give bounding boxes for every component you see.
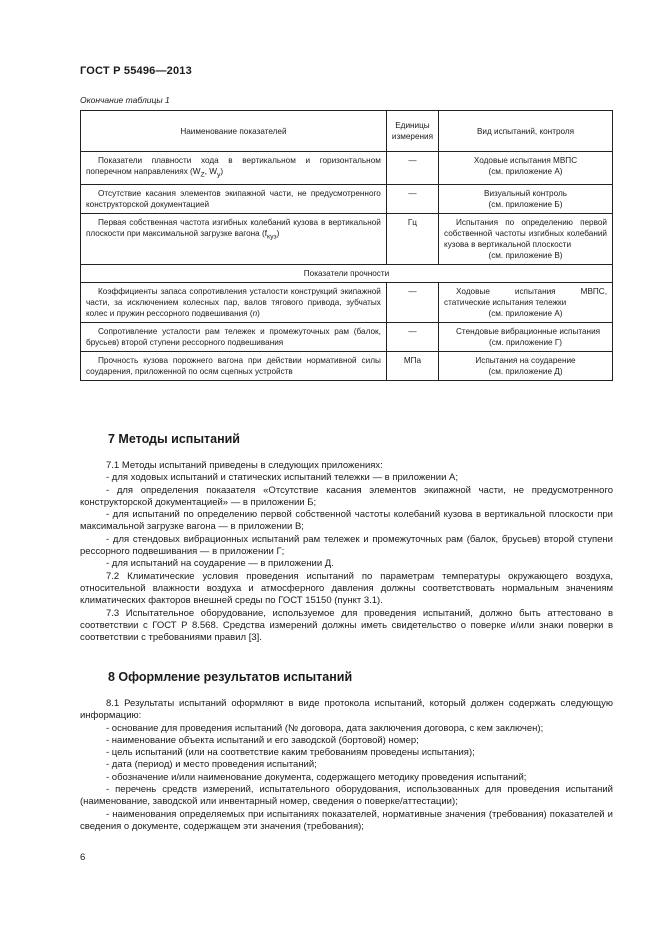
paragraph: 8.1 Результаты испытаний оформляют в виде протокола испытаний, который должен содержать следующую информацию: (80, 698, 613, 722)
paragraph: - наименование объекта испытаний и его заводской (бортовой) номер; (106, 734, 419, 746)
table-row (81, 152, 613, 185)
paragraph: 7.3 Испытательное оборудование, используемое для проведения испытаний, должно быть аттестовано в соответствии с ГОСТ Р 8.568. Средства измерений должны иметь свидетельство о поверке и/или знаки поверки в соответствии с требованиями правил [3]. (80, 607, 613, 644)
table-row (81, 282, 613, 322)
indicator-test: Испытания по определению первой собственной частоты изгибных колебаний кузова в вертикальной плоскости (см. приложение В) (439, 213, 613, 264)
indicator-test: Визуальный контроль (см. приложение Б) (439, 184, 613, 213)
paragraph: - для испытаний на соударение — в приложении Д. (106, 558, 334, 570)
document-header: ГОСТ Р 55496—2013 (80, 65, 192, 77)
indicator-unit: МПа (386, 351, 438, 380)
paragraph: 7.1 Методы испытаний приведены в следующих приложениях: (106, 460, 383, 471)
column-header-name: Наименование показателей (81, 111, 387, 152)
indicator-name: Отсутствие касания элементов экипажной части, не предусмотренного конструкторской документацией (81, 184, 387, 213)
indicator-name: Первая собственная частота изгибных колебаний кузова в вертикальной плоскости при максимальной загрузке вагона $(f_{куз})$ (81, 213, 387, 264)
indicator-unit: Гц (386, 213, 438, 264)
paragraph: - обозначение и/или наименование документа, содержащего методику проведения испытаний; (106, 771, 527, 783)
indicator-unit: — (386, 152, 438, 185)
indicator-test: Ходовые испытания МВПС, статические испытания тележки (см. приложение А) (439, 282, 613, 322)
indicator-name: Коэффициенты запаса сопротивления усталости конструкций экипажной части, за исключением колесных пар, валов тягового привода, зубчатых колес и пружин рессорного подвешивания (n) (81, 282, 387, 322)
page-number: 6 (80, 852, 86, 863)
section-8-body (80, 698, 613, 833)
table-header-row (81, 111, 613, 152)
paragraph: - наименования определяемых при испытаниях показателей, нормативные значения (требования) показателей и сведения о документе, содержащем эти значения (требования); (80, 808, 613, 832)
indicators-table (80, 110, 613, 381)
paragraph: - основание для проведения испытаний (№ договора, дата заключения договора, с кем заключен); (106, 722, 544, 734)
column-header-test: Вид испытаний, контроля (439, 111, 613, 152)
paragraph: - дата (период) и место проведения испытаний; (106, 759, 317, 771)
indicator-unit: — (386, 184, 438, 213)
indicator-name: Сопротивление усталости рам тележек и промежуточных рам (балок, брусьев) второй ступени рессорного подвешивания (81, 322, 387, 351)
indicator-test: Ходовые испытания МВПС (см. приложение А) (439, 152, 613, 185)
section-title-strength: Показатели прочности (81, 264, 613, 282)
paragraph: 7.2 Климатические условия проведения испытаний по параметрам температуры окружающего воздуха, относительной влажности воздуха и атмосферного давления должны соответствовать нормальным значениям климатических факторов внешней среды по ГОСТ 15150 (пункт 3.1). (80, 570, 613, 607)
paragraph: - цель испытаний (или на соответствие каким требованиям проведены испытания); (106, 747, 475, 759)
indicator-name: Показатели плавности хода в вертикальном и горизонтальном поперечном направлениях ($W_Z$, $W_y$) (81, 152, 387, 185)
indicator-test: Испытания на соударение (см. приложение Д) (439, 351, 613, 380)
paragraph: - перечень средств измерений, испытательного оборудования, использованных для проведения испытаний (наименование, заводской или инвентарный номер, сведения о поверке/аттестации); (80, 784, 613, 808)
indicator-unit: — (386, 282, 438, 322)
section-7-body (80, 460, 613, 644)
section-7-heading: 7 Методы испытаний (108, 432, 240, 446)
paragraph: - для испытаний по определению первой собственной частоты колебаний кузова в вертикальной плоскости при максимальной загрузке вагона — в приложении В; (80, 509, 613, 533)
table-row (81, 184, 613, 213)
indicator-name: Прочность кузова порожнего вагона при действии нормативной силы соударения, приложенной по осям сцепных устройств (81, 351, 387, 380)
table-row (81, 322, 613, 351)
paragraph: - для стендовых вибрационных испытаний рам тележек и промежуточных рам (балок, брусьев) второй ступени рессорного подвешивания — в приложении Г; (80, 533, 613, 558)
indicator-test: Стендовые вибрационные испытания (см. приложение Г) (439, 322, 613, 351)
section-8-heading: 8 Оформление результатов испытаний (108, 670, 353, 684)
table-section-row (81, 264, 613, 282)
paragraph: - для ходовых испытаний и статических испытаний тележки — в приложении А; (106, 472, 458, 484)
table-row (81, 351, 613, 380)
table-row (81, 213, 613, 264)
column-header-unit: Единицы измерения (386, 111, 438, 152)
indicator-unit: — (386, 322, 438, 351)
table-caption: Окончание таблицы 1 (80, 95, 170, 105)
paragraph: - для определения показателя «Отсутствие касания элементов экипажной части, не предусмотренного конструкторской документацией» — в приложении Б; (80, 484, 613, 508)
